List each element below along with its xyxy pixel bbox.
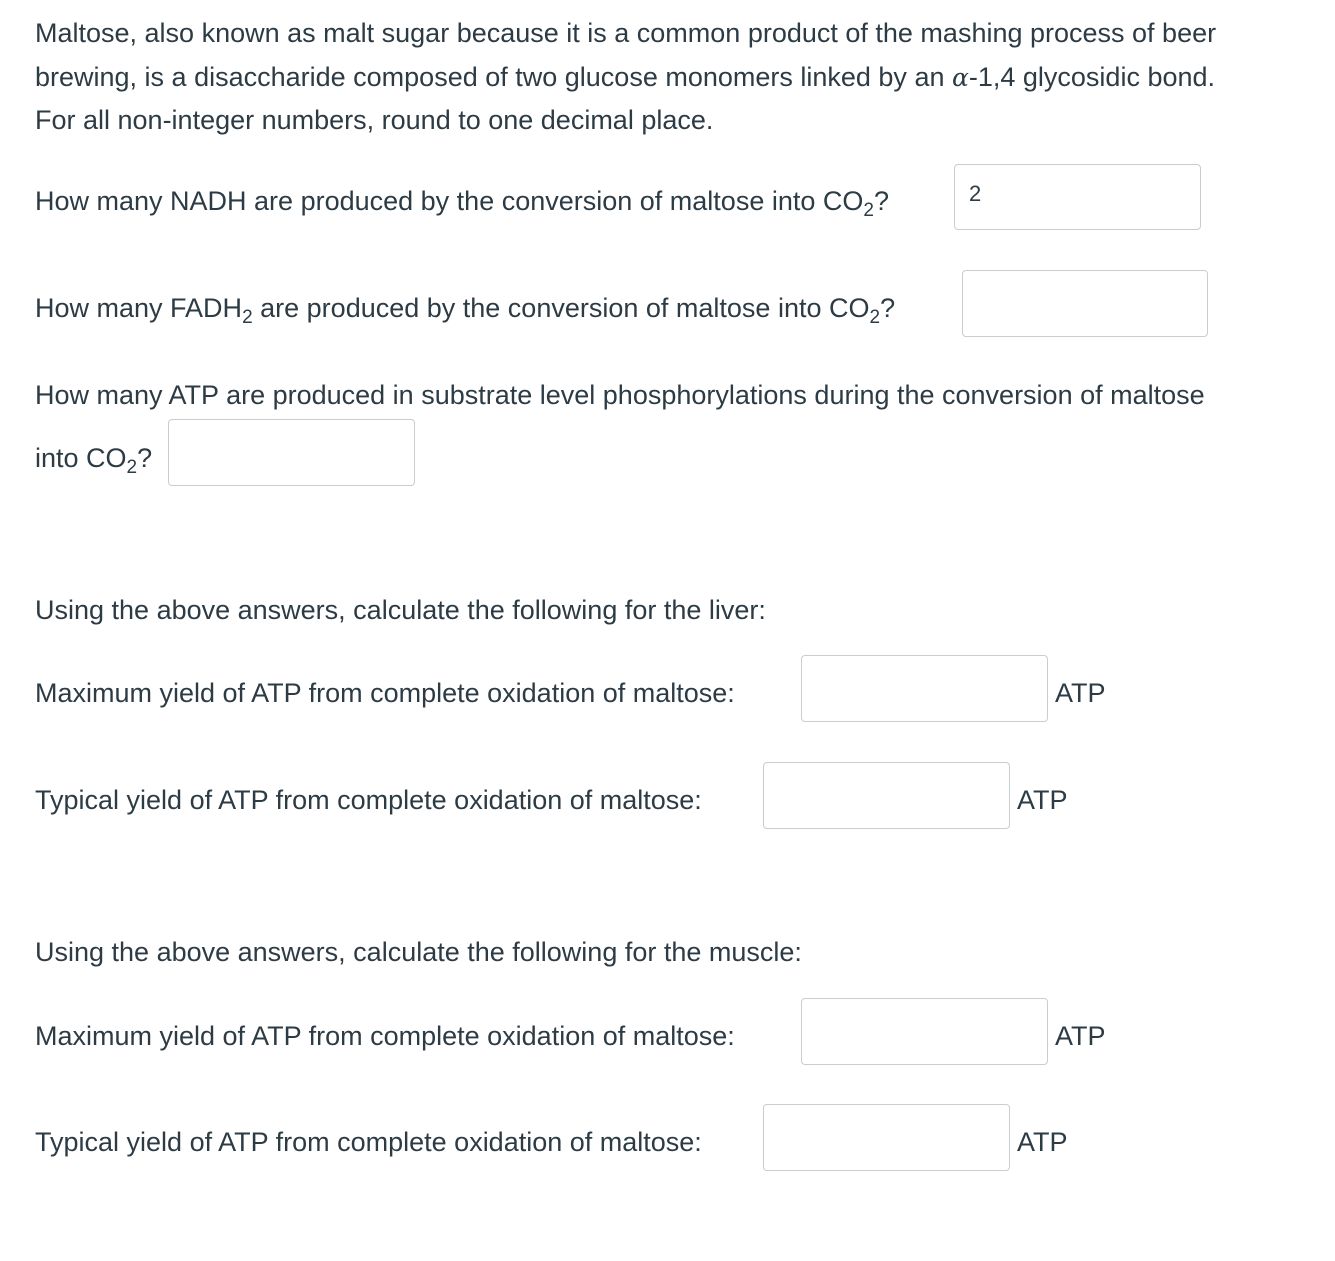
fadh2-question [35,293,896,328]
liver-typical-yield-input[interactable] [763,762,1010,829]
intro-line-1: Maltose, also known as malt sugar because it is a common product of the mashing process of beer [35,18,1217,48]
liver-max-yield-unit: ATP [1055,678,1106,708]
fadh2-co2-subscript: 2 [869,307,881,328]
muscle-typical-yield-label: Typical yield of ATP from complete oxidation of maltose: [35,1127,702,1157]
muscle-typical-yield-unit: ATP [1017,1127,1068,1157]
fadh2-answer-input[interactable] [962,270,1208,337]
nadh-answer-input[interactable] [954,164,1201,230]
fadh2-question-mark: ? [880,293,896,323]
atp-substrate-question-line-1: How many ATP are produced in substrate level phosphorylations during the conversion of maltose [35,380,1205,410]
muscle-max-yield-unit: ATP [1055,1021,1106,1051]
muscle-max-yield-input[interactable] [801,998,1048,1065]
intro-line-2 [35,56,1315,100]
fadh2-question-mid: are produced by the conversion of maltose into CO [252,293,870,323]
atp-substrate-question-line-2 [35,443,153,478]
alpha-symbol: α [951,62,969,92]
intro-line-3: For all non-integer numbers, round to one decimal place. [35,105,714,135]
fadh2-question-text: How many FADH [35,293,243,323]
liver-max-yield-input[interactable] [801,655,1048,722]
atp-substrate-subscript: 2 [126,457,138,478]
intro-line-2-text: brewing, is a disaccharide composed of two glucose monomers linked by an [35,61,952,92]
atp-substrate-answer-input[interactable] [168,419,415,486]
muscle-heading: Using the above answers, calculate the following for the muscle: [35,937,802,967]
fadh2-subscript: 2 [242,307,253,328]
nadh-question-text: How many NADH are produced by the conversion of maltose into CO [35,186,864,216]
nadh-question-mark: ? [873,186,889,216]
muscle-max-yield-label: Maximum yield of ATP from complete oxidation of maltose: [35,1021,735,1051]
liver-heading: Using the above answers, calculate the following for the liver: [35,595,766,625]
question-intro [35,12,1315,143]
liver-typical-yield-unit: ATP [1017,785,1068,815]
atp-substrate-question-text: into CO [35,443,127,473]
nadh-question [35,186,889,221]
muscle-typical-yield-input[interactable] [763,1104,1010,1171]
atp-substrate-question-mark: ? [137,443,153,473]
liver-typical-yield-label: Typical yield of ATP from complete oxidation of maltose: [35,785,702,815]
liver-max-yield-label: Maximum yield of ATP from complete oxidation of maltose: [35,678,735,708]
intro-line-2-end: -1,4 glycosidic bond. [968,61,1216,92]
nadh-question-subscript: 2 [863,200,874,221]
